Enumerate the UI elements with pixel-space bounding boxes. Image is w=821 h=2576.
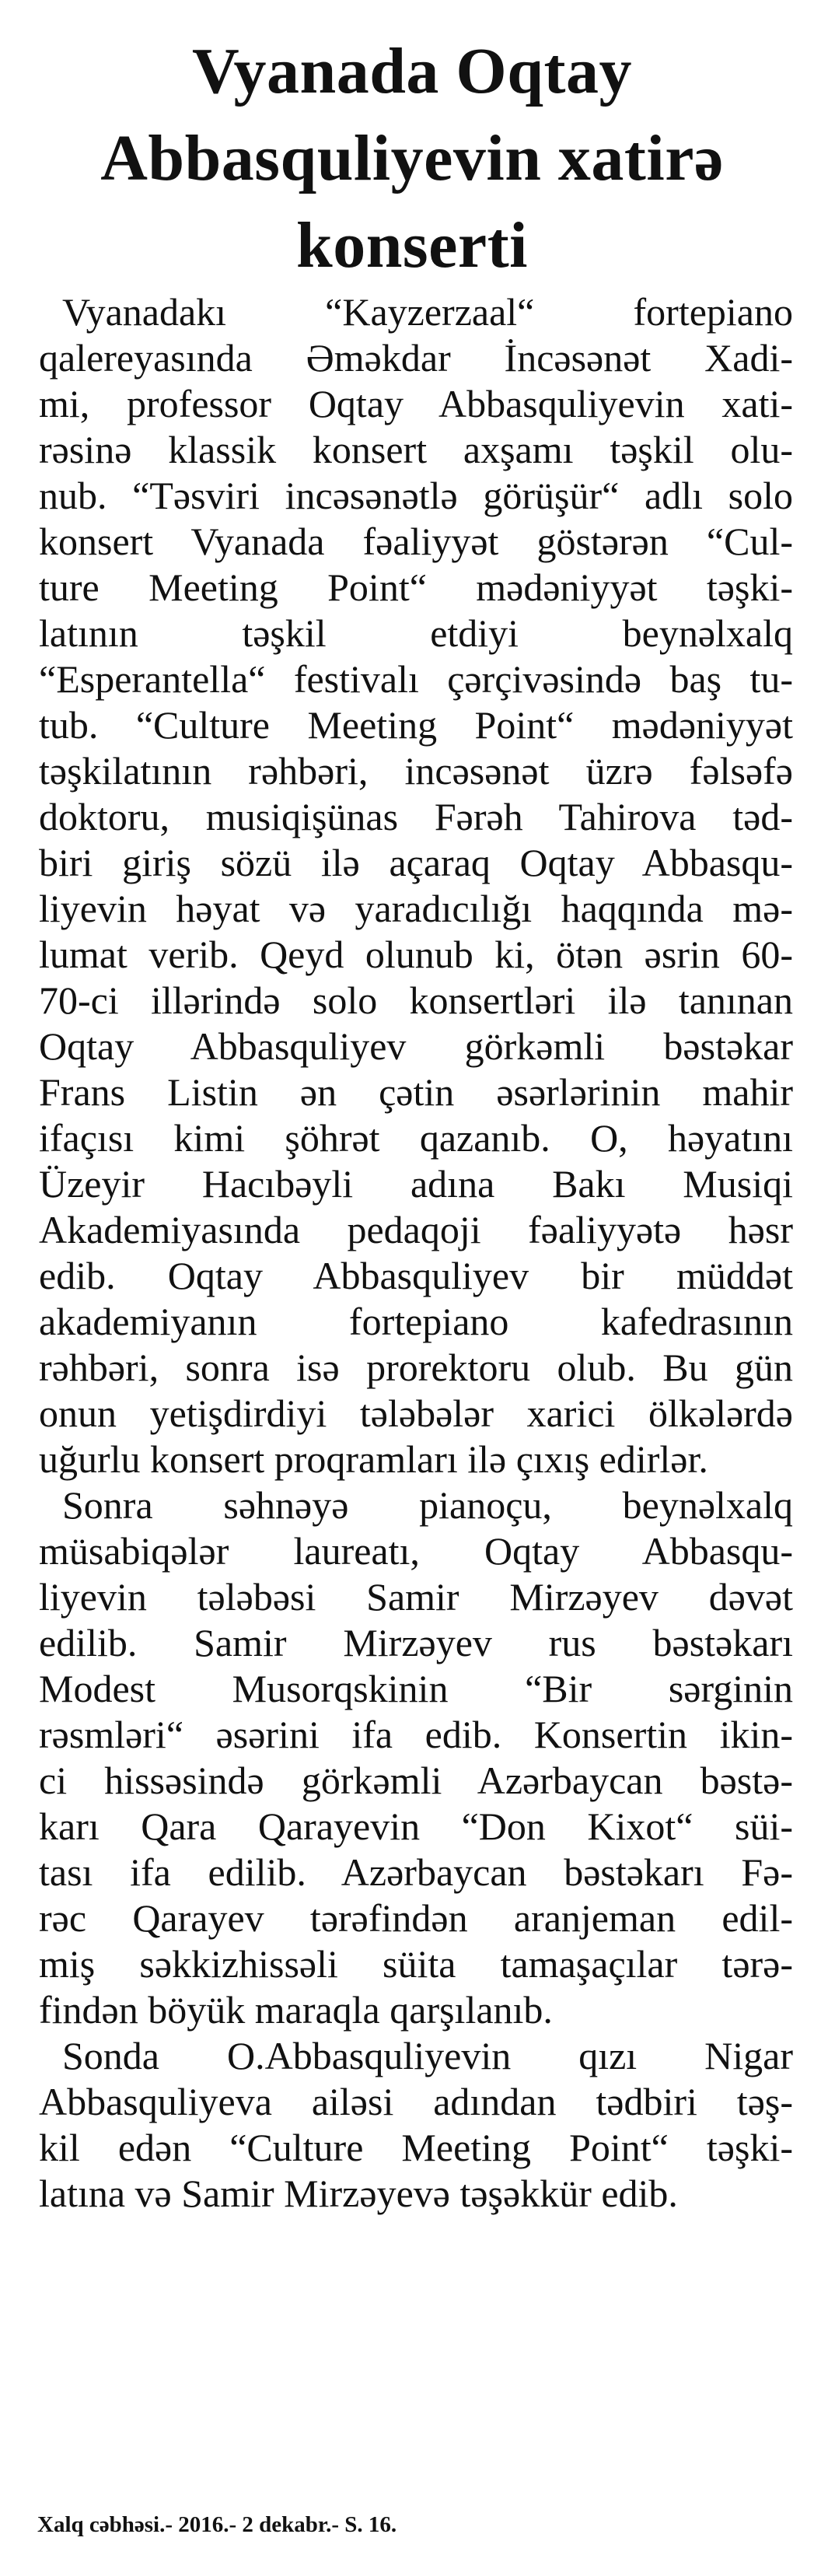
article-line: Akademiyasında pedaqoji fəaliyyətə həsr <box>39 1208 793 1251</box>
article-line: təşkilatının rəhbəri, incəsənət üzrə fəlsəfə <box>39 749 793 793</box>
article-line: Abbasquliyeva ailəsi adından tədbiri təş- <box>39 2080 793 2123</box>
article-line: edilib. Samir Mirzəyev rus bəstəkarı <box>39 1621 793 1664</box>
article-line: tub. “Culture Meeting Point“ mədəniyyət <box>39 703 793 747</box>
article-line: Modest Musorqskinin “Bir sərginin <box>39 1667 793 1710</box>
article-line: qalereyasında Əməkdar İncəsənət Xadi- <box>39 336 793 380</box>
article-line: kil edən “Culture Meeting Point“ təşki- <box>39 2126 793 2169</box>
article-line: Üzeyir Hacıbəyli adına Bakı Musiqi <box>39 1162 793 1206</box>
article-line: ci hissəsində görkəmli Azərbaycan bəstə- <box>39 1759 793 1802</box>
article-line: karı Qara Qarayevin “Don Kixot“ süi- <box>39 1804 793 1848</box>
article-line: 70-ci illərində solo konsertləri ilə tanınan <box>39 978 793 1022</box>
article-line: Sonda O.Abbasquliyevin qızı Nigar <box>62 2034 793 2077</box>
article-line: latının təşkil etdiyi beynəlxalq <box>39 611 793 655</box>
article-line: findən böyük maraqla qarşılanıb. <box>39 1988 553 2032</box>
article-line: akademiyanın fortepiano kafedrasının <box>39 1300 793 1343</box>
article-line: miş səkkizhissəli süita tamaşaçılar tərə- <box>39 1942 793 1986</box>
article-line: doktoru, musiqişünas Fərəh Tahirova təd- <box>39 795 793 838</box>
article-line: Oqtay Abbasquliyev görkəmli bəstəkar <box>39 1024 793 1068</box>
headline-line: Abbasquliyevin xatirə <box>100 122 724 194</box>
article-line: mi, professor Oqtay Abbasquliyevin xati- <box>39 382 793 425</box>
article-line: rəsinə klassik konsert axşamı təşkil olu- <box>39 428 793 471</box>
article-line: uğurlu konsert proqramları ilə çıxış edirlər. <box>39 1437 708 1481</box>
headline-line: Vyanada Oqtay <box>192 35 632 107</box>
article-line: liyevin tələbəsi Samir Mirzəyev dəvət <box>39 1575 793 1619</box>
article-line: nub. “Təsviri incəsənətlə görüşür“ adlı solo <box>39 474 793 517</box>
article-line: Vyanadakı “Kayzerzaal“ fortepiano <box>62 290 793 334</box>
article-line: onun yetişdirdiyi tələbələr xarici ölkələrdə <box>39 1391 793 1435</box>
article-line: konsert Vyanada fəaliyyət göstərən “Cul- <box>39 520 793 563</box>
article-body <box>39 289 793 2217</box>
article-line: Frans Listin ən çətin əsərlərinin mahir <box>39 1070 793 1114</box>
article-line: ture Meeting Point“ mədəniyyət təşki- <box>39 565 793 609</box>
article-line: rəc Qarayev tərəfindən aranjeman edil- <box>39 1896 793 1940</box>
article-line: liyevin həyat və yaradıcılığı haqqında mə- <box>39 887 793 930</box>
article-line: tası ifa edilib. Azərbaycan bəstəkarı Fə- <box>39 1850 793 1894</box>
article-line: latına və Samir Mirzəyevə təşəkkür edib. <box>39 2172 678 2215</box>
article-line: Sonra səhnəyə pianoçu, beynəlxalq <box>62 1483 793 1527</box>
headline-line: konserti <box>296 209 528 282</box>
article-headline <box>47 28 777 289</box>
article-line: müsabiqələr laureatı, Oqtay Abbasqu- <box>39 1529 793 1573</box>
article-line: rəsmləri“ əsərini ifa edib. Konsertin ikin- <box>39 1713 793 1756</box>
article-line: lumat verib. Qeyd olunub ki, ötən əsrin 60- <box>39 933 793 976</box>
article-line: biri giriş sözü ilə açaraq Oqtay Abbasqu- <box>39 841 793 884</box>
source-citation: Xalq cəbhəsi.- 2016.- 2 dekabr.- S. 16. <box>37 2512 397 2537</box>
article-line: rəhbəri, sonra isə prorektoru olub. Bu gün <box>39 1346 793 1389</box>
article-line: edib. Oqtay Abbasquliyev bir müddət <box>39 1254 793 1297</box>
article-line: “Esperantella“ festivalı çərçivəsində baş tu- <box>39 657 793 701</box>
article-line: ifaçısı kimi şöhrət qazanıb. O, həyatını <box>39 1116 793 1160</box>
